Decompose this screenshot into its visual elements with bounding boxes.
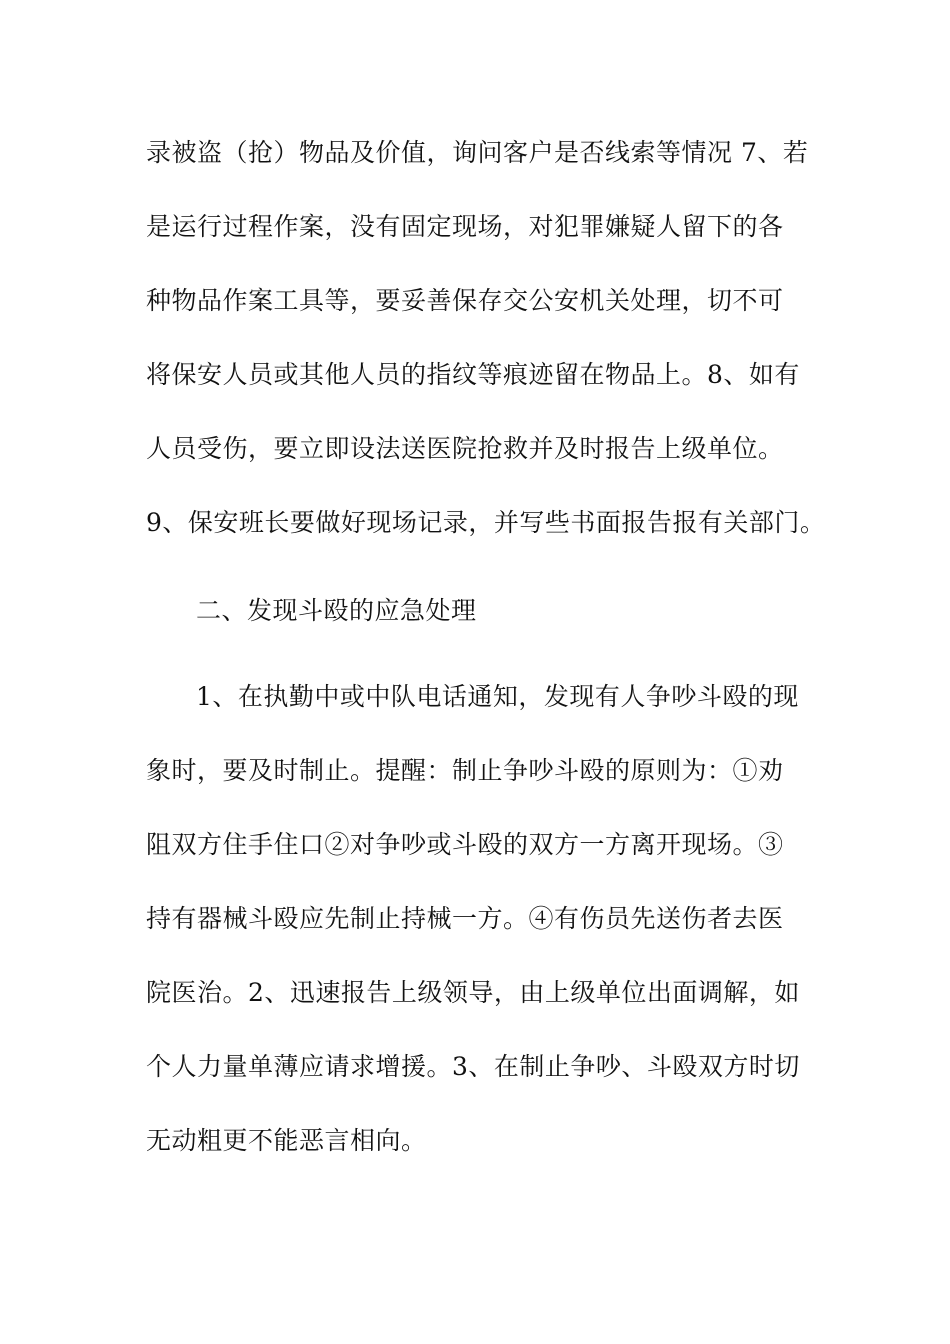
text-line: 阻双方住手住口②对争吵或斗殴的双方一方离开现场。③ <box>146 830 784 859</box>
text-line: 个人力量单薄应请求增援。3、在制止争吵、斗殴双方时切 <box>146 1052 800 1081</box>
text-line: 1、在执勤中或中队电话通知，发现有人争吵斗殴的现 <box>196 682 799 711</box>
text-line: 象时，要及时制止。提醒：制止争吵斗殴的原则为：①劝 <box>146 756 784 785</box>
text-line: 录被盗（抢）物品及价值，询问客户是否线索等情况 7、若 <box>146 138 809 167</box>
text-line: 种物品作案工具等，要妥善保存交公安机关处理，切不可 <box>146 286 784 315</box>
section-heading: 二、发现斗殴的应急处理 <box>196 596 477 625</box>
text-line: 无动粗更不能恶言相向。 <box>146 1126 427 1155</box>
text-line: 9、保安班长要做好现场记录，并写些书面报告报有关部门。 <box>146 508 826 537</box>
text-line: 将保安人员或其他人员的指纹等痕迹留在物品上。8、如有 <box>146 360 800 389</box>
text-line: 是运行过程作案，没有固定现场，对犯罪嫌疑人留下的各 <box>146 212 784 241</box>
text-line: 院医治。2、迅速报告上级领导，由上级单位出面调解，如 <box>146 978 800 1007</box>
text-line: 持有器械斗殴应先制止持械一方。④有伤员先送伤者去医 <box>146 904 784 933</box>
text-line: 人员受伤，要立即设法送医院抢救并及时报告上级单位。 <box>146 434 784 463</box>
